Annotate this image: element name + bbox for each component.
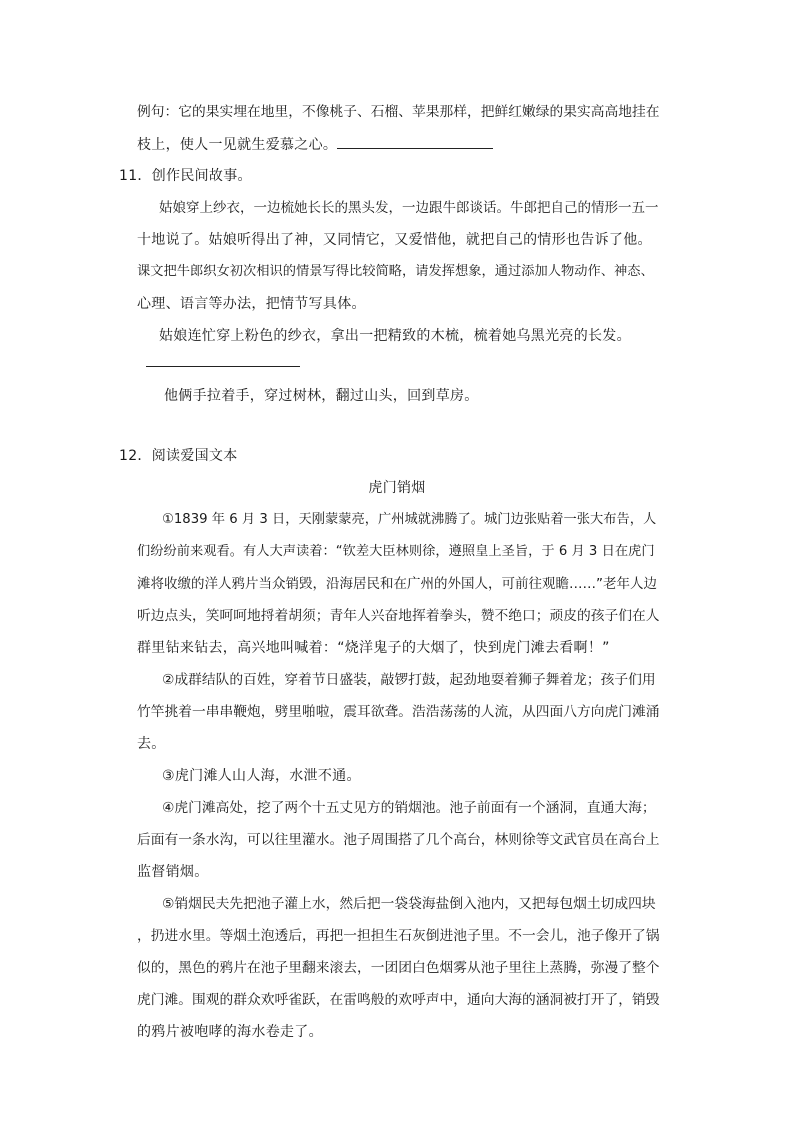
- p1-line-2: 们纷纷前来观看。有人大声读着：“钦差大臣林则徐，遵照皇上圣旨，于 6 月 3 日在虎门: [137, 544, 655, 559]
- example-line-2: [137, 134, 493, 155]
- q11-answer-line[interactable]: [146, 352, 300, 373]
- p4-line-1: ④虎门滩高处，挖了两个十五丈见方的销烟池。池子前面有一个涵洞，直通大海；: [162, 800, 656, 816]
- p2-line-3: 去。: [137, 736, 166, 752]
- q11-end-sentence: 他俩手拉着手，穿过树林，翻过山头，回到草房。: [164, 388, 479, 404]
- p3-line-1: ③虎门滩人山人海，水泄不通。: [162, 768, 361, 784]
- p1-line-1: ①1839 年 6 月 3 日，天刚蒙蒙亮，广州城就沸腾了。城门边张贴着一张大布告，人: [162, 512, 657, 527]
- p2-line-1: ②成群结队的百姓，穿着节日盛装，敲锣打鼓，起劲地耍着狮子舞着龙；孩子们用: [162, 672, 656, 688]
- p4-line-2: 后面有一条水沟，可以往里灌水。池子周围搭了几个高台，林则徐等文武官员在高台上: [137, 832, 660, 848]
- example-line-2-text: 枝上，使人一见就生爱慕之心。: [137, 137, 338, 153]
- p2-line-2: 竹竿挑着一串串鞭炮，劈里啪啦，震耳欲聋。浩浩荡荡的人流，从四面八方向虎门滩涌: [137, 704, 660, 720]
- p4-line-3: 监督销烟。: [137, 864, 209, 880]
- q11-instruction-line-2: 心理、语言等办法，把情节写具体。: [137, 296, 366, 312]
- q11-passage-line-1: 姑娘穿上纱衣，一边梳她长长的黑头发，一边跟牛郎谈话。牛郎把自己的情形一五一: [159, 200, 659, 216]
- q12-heading: 12．阅读爱国文本: [119, 448, 238, 464]
- q11-heading: 11．创作民间故事。: [119, 168, 252, 184]
- example-line-1: 例句：它的果实埋在地里，不像桃子、石榴、苹果那样，把鲜红嫩绿的果实高高地挂在: [137, 104, 660, 120]
- q11-start-sentence: 姑娘连忙穿上粉色的纱衣，拿出一把精致的木梳，梳着她乌黑光亮的长发。: [159, 328, 631, 344]
- answer-blank-example[interactable]: [337, 134, 493, 149]
- p5-line-3: 似的，黑色的鸦片在池子里翻来滚去，一团团白色烟雾从池子里往上蒸腾，弥漫了整个: [137, 960, 660, 976]
- answer-blank-q11[interactable]: [146, 352, 300, 367]
- p1-line-4: 听边点头，笑呵呵地捋着胡须；青年人兴奋地挥着拳头，赞不绝口；顽皮的孩子们在人: [137, 608, 660, 624]
- p1-line-5: 群里钻来钻去，高兴地叫喊着：“烧洋鬼子的大烟了，快到虎门滩去看啊！”: [137, 640, 610, 656]
- article-title: 虎门销烟: [368, 480, 426, 496]
- q11-instruction-line-1: 课文把牛郎织女初次相识的情景写得比较简略，请发挥想象，通过添加人物动作、神态、: [137, 264, 654, 279]
- p5-line-5: 的鸦片被咆哮的海水卷走了。: [137, 1024, 323, 1040]
- q11-passage-line-2: 十地说了。姑娘听得出了神，又同情它，又爱惜他，就把自己的情形也告诉了他。: [137, 232, 652, 248]
- p5-line-4: 虎门滩。围观的群众欢呼雀跃，在雷鸣般的欢呼声中，通向大海的涵洞被打开了，销毁: [137, 992, 660, 1008]
- p5-line-1: ⑤销烟民夫先把池子灌上水，然后把一袋袋海盐倒入池内，又把每包烟土切成四块: [162, 896, 656, 912]
- p5-line-2: ，扔进水里。等烟土泡透后，再把一担担生石灰倒进池子里。不一会儿，池子像开了锅: [137, 928, 660, 944]
- p1-line-3: 滩将收缴的洋人鸦片当众销毁，沿海居民和在广州的外国人，可前往观瞻……”老年人边: [137, 576, 657, 592]
